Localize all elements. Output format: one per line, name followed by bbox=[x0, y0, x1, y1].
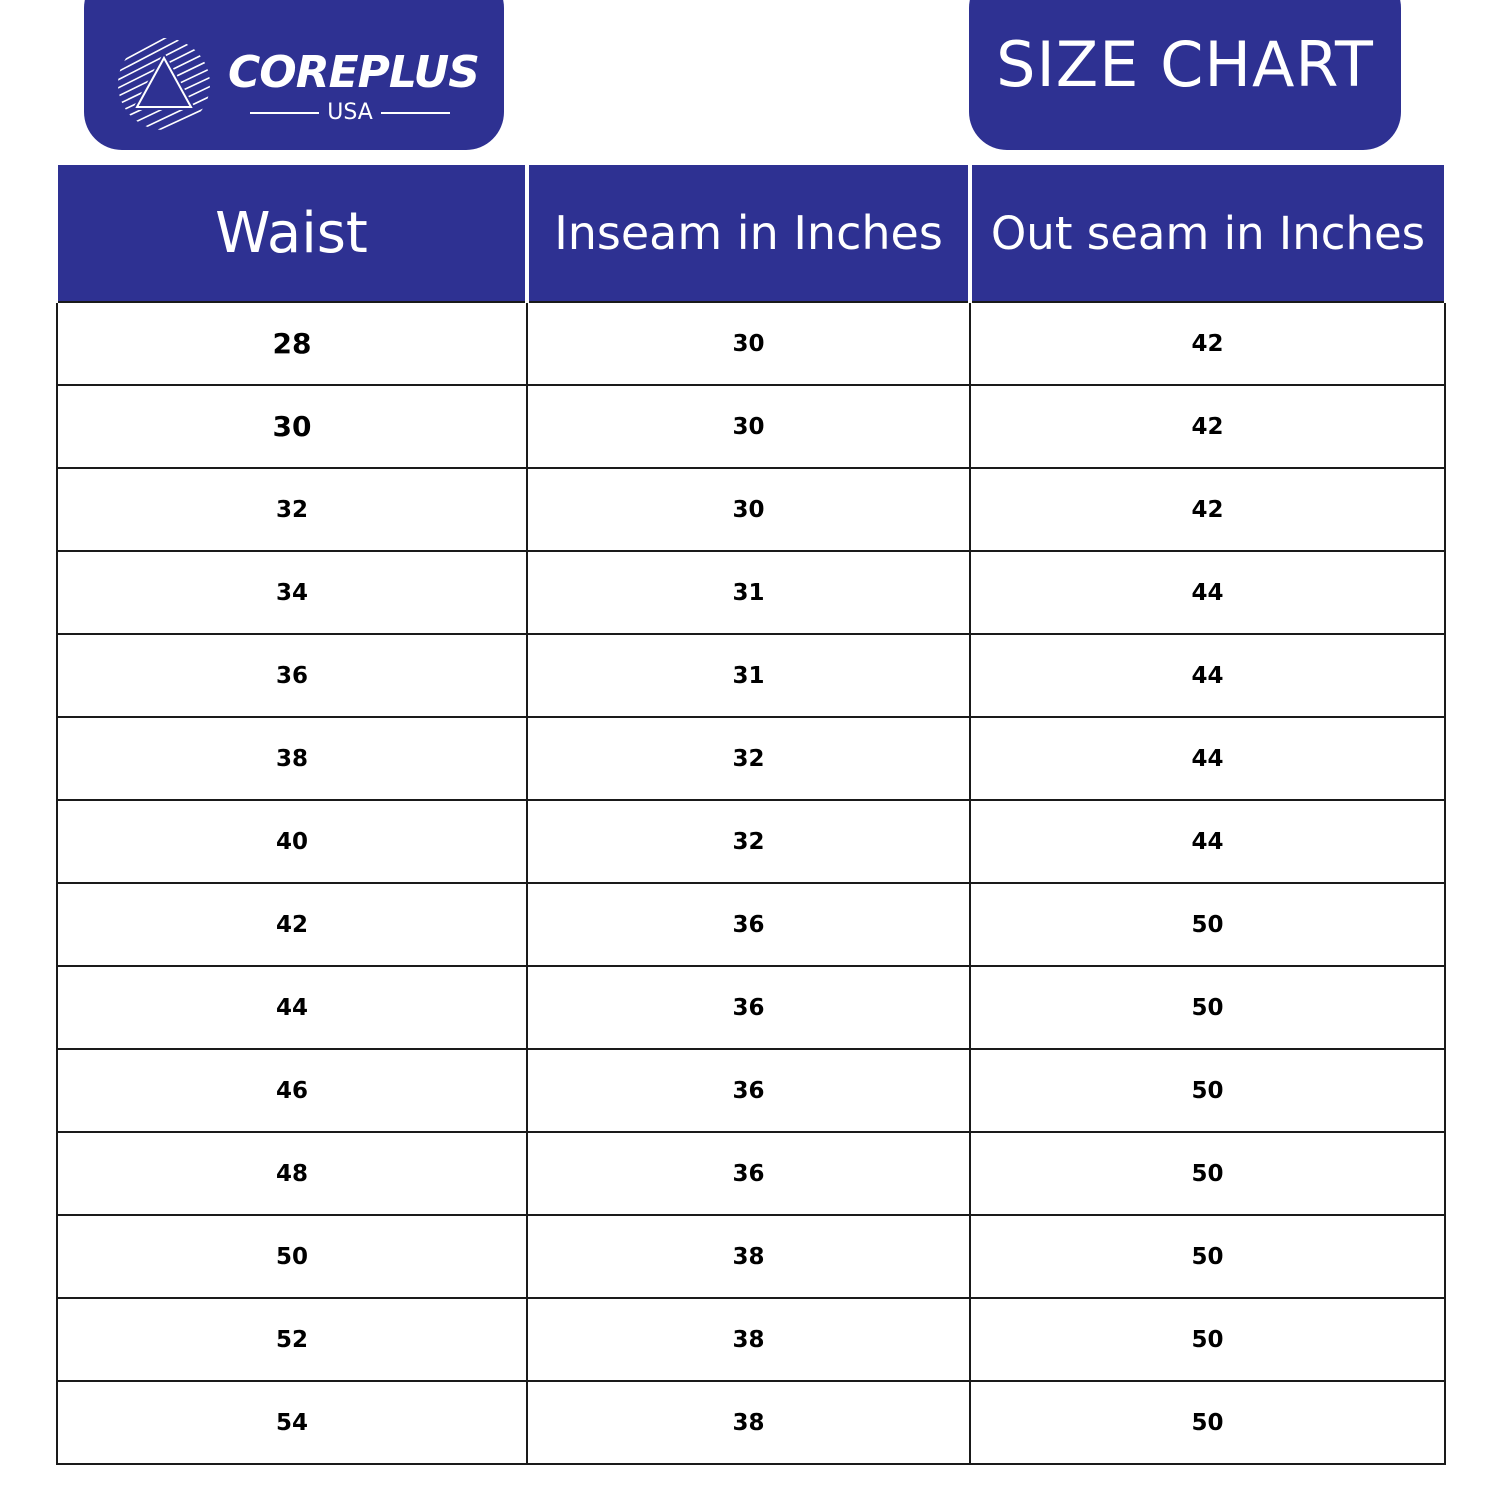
cell-inseam: 31 bbox=[527, 634, 970, 717]
cell-outseam: 44 bbox=[970, 551, 1445, 634]
table-row bbox=[57, 1215, 1445, 1298]
brand-rule-right bbox=[381, 112, 450, 114]
title-panel bbox=[969, 0, 1401, 150]
brand-sub-text: USA bbox=[327, 100, 373, 125]
header-outseam: Out seam in Inches bbox=[970, 165, 1445, 302]
page-title: SIZE CHART bbox=[996, 27, 1374, 101]
cell-inseam: 36 bbox=[527, 966, 970, 1049]
cell-outseam: 50 bbox=[970, 966, 1445, 1049]
table-row bbox=[57, 634, 1445, 717]
cell-outseam: 50 bbox=[970, 1298, 1445, 1381]
cell-outseam: 50 bbox=[970, 1381, 1445, 1464]
cell-inseam: 32 bbox=[527, 717, 970, 800]
cell-outseam: 42 bbox=[970, 385, 1445, 468]
table-row bbox=[57, 1049, 1445, 1132]
table-row bbox=[57, 302, 1445, 385]
table-row bbox=[57, 1132, 1445, 1215]
cell-inseam: 36 bbox=[527, 883, 970, 966]
cell-waist: 34 bbox=[57, 551, 527, 634]
cell-outseam: 50 bbox=[970, 883, 1445, 966]
table-row bbox=[57, 551, 1445, 634]
cell-inseam: 30 bbox=[527, 468, 970, 551]
table-row bbox=[57, 883, 1445, 966]
cell-waist: 44 bbox=[57, 966, 527, 1049]
cell-waist: 42 bbox=[57, 883, 527, 966]
table-row bbox=[57, 800, 1445, 883]
header-inseam: Inseam in Inches bbox=[527, 165, 970, 302]
cell-waist: 38 bbox=[57, 717, 527, 800]
cell-inseam: 30 bbox=[527, 385, 970, 468]
cell-inseam: 38 bbox=[527, 1298, 970, 1381]
cell-outseam: 50 bbox=[970, 1215, 1445, 1298]
cell-outseam: 42 bbox=[970, 468, 1445, 551]
cell-outseam: 50 bbox=[970, 1132, 1445, 1215]
table-row bbox=[57, 1298, 1445, 1381]
cell-inseam: 30 bbox=[527, 302, 970, 385]
table-row bbox=[57, 717, 1445, 800]
cell-waist: 30 bbox=[57, 385, 527, 468]
cell-waist: 28 bbox=[57, 302, 527, 385]
brand-wordmark bbox=[228, 47, 479, 132]
size-chart-table bbox=[56, 165, 1446, 1465]
cell-inseam: 31 bbox=[527, 551, 970, 634]
cell-outseam: 44 bbox=[970, 634, 1445, 717]
cell-inseam: 38 bbox=[527, 1381, 970, 1464]
cell-waist: 40 bbox=[57, 800, 527, 883]
triangle-swirl-logo-icon bbox=[112, 36, 216, 132]
cell-inseam: 32 bbox=[527, 800, 970, 883]
brand-name: COREPLUS bbox=[228, 47, 479, 98]
table-row bbox=[57, 385, 1445, 468]
cell-waist: 46 bbox=[57, 1049, 527, 1132]
table-header-row bbox=[57, 165, 1445, 302]
cell-waist: 32 bbox=[57, 468, 527, 551]
cell-outseam: 50 bbox=[970, 1049, 1445, 1132]
cell-waist: 50 bbox=[57, 1215, 527, 1298]
cell-inseam: 38 bbox=[527, 1215, 970, 1298]
table-row bbox=[57, 966, 1445, 1049]
cell-outseam: 44 bbox=[970, 800, 1445, 883]
header-waist: Waist bbox=[57, 165, 527, 302]
cell-outseam: 42 bbox=[970, 302, 1445, 385]
cell-waist: 48 bbox=[57, 1132, 527, 1215]
brand-rule-left bbox=[250, 112, 319, 114]
cell-outseam: 44 bbox=[970, 717, 1445, 800]
cell-waist: 54 bbox=[57, 1381, 527, 1464]
brand-subline bbox=[250, 100, 450, 126]
cell-waist: 36 bbox=[57, 634, 527, 717]
table-row bbox=[57, 1381, 1445, 1464]
cell-inseam: 36 bbox=[527, 1132, 970, 1215]
cell-inseam: 36 bbox=[527, 1049, 970, 1132]
table-row bbox=[57, 468, 1445, 551]
cell-waist: 52 bbox=[57, 1298, 527, 1381]
